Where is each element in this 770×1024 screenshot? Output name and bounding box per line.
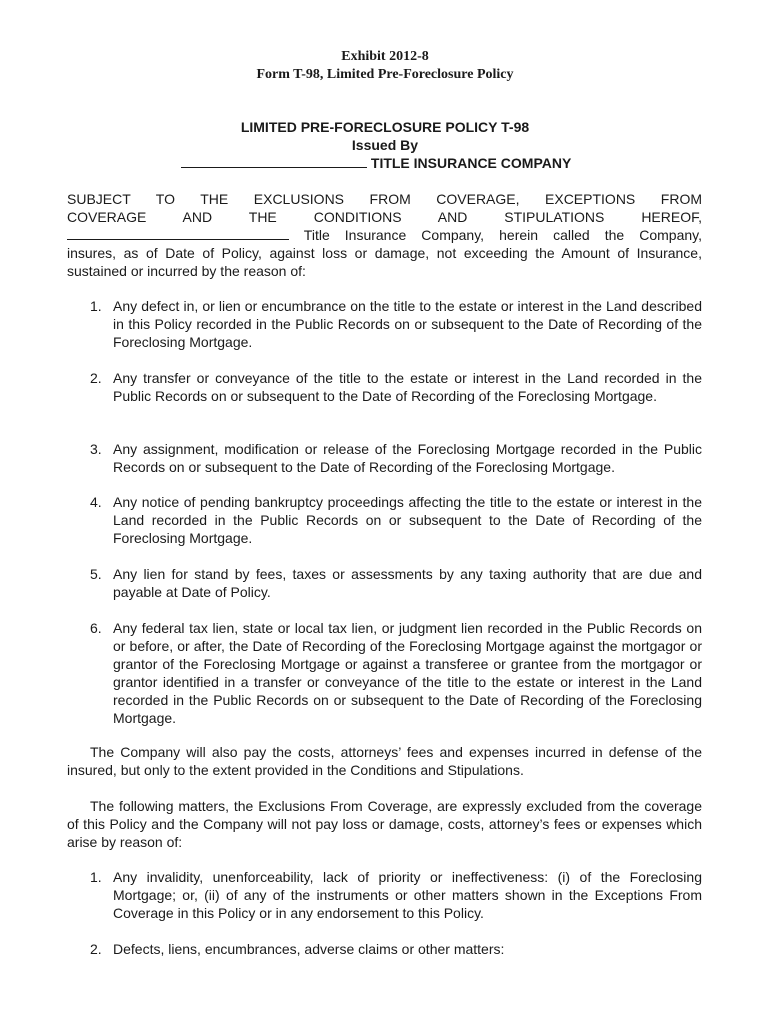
form-title: Form T-98, Limited Pre-Foreclosure Policy bbox=[256, 67, 514, 82]
policy-title: LIMITED PRE-FORECLOSURE POLICY T-98 bbox=[240, 119, 530, 135]
coverage-item-1 bbox=[90, 297, 702, 351]
company-name-blank bbox=[181, 154, 367, 168]
intro-line-4: insures, as of Date of Policy, against loss or damage, not exceeding the Amount of Insurance, bbox=[67, 245, 702, 261]
coverage-item-2 bbox=[90, 369, 702, 405]
item-number: 2. bbox=[90, 370, 102, 386]
item-number: 1. bbox=[90, 298, 102, 314]
coverage-item-3 bbox=[90, 440, 702, 476]
exclusions-text: The following matters, the Exclusions From Coverage, are expressly excluded from the coverage of this Policy and the Company will not pay loss or damage, costs, attorney’s fees or expenses which arise by reason of: bbox=[67, 798, 702, 850]
intro-line-1: SUBJECT TO THE EXCLUSIONS FROM COVERAGE, EXCEPTIONS FROM bbox=[67, 191, 702, 207]
company-line bbox=[181, 154, 571, 172]
item-number: 5. bbox=[90, 566, 102, 582]
intro-line-3 bbox=[67, 226, 702, 244]
costs-text: The Company will also pay the costs, attorneys’ fees and expenses incurred in defense of the insured, but only to the extent provided in the Conditions and Stipulations. bbox=[67, 744, 702, 778]
intro-line-5: sustained or incurred by the reason of: bbox=[67, 263, 306, 279]
intro-line-3-text: Title Insurance Company, herein called the Company, bbox=[303, 227, 702, 243]
exclusion-item-1 bbox=[90, 868, 702, 922]
item-number: 6. bbox=[90, 620, 102, 636]
exclusion-item-2 bbox=[90, 940, 702, 958]
costs-paragraph bbox=[67, 743, 702, 779]
item-text: Defects, liens, encumbrances, adverse claims or other matters: bbox=[113, 941, 505, 957]
insurer-name-blank bbox=[67, 226, 289, 240]
exclusions-paragraph bbox=[67, 797, 702, 851]
item-text: Any assignment, modification or release of the Foreclosing Mortgage recorded in the Public Records on or subsequent to the Date of Recording of the Foreclosing Mortgage. bbox=[113, 441, 702, 475]
item-text: Any defect in, or lien or encumbrance on the title to the estate or interest in the Land described in this Policy recorded in the Public Records on or subsequent to the Date of Recording of the Foreclosing Mortgage. bbox=[113, 298, 702, 350]
coverage-item-4 bbox=[90, 493, 702, 547]
item-text: Any lien for stand by fees, taxes or assessments by any taxing authority that are due and payable at Date of Policy. bbox=[113, 566, 702, 600]
coverage-item-6 bbox=[90, 619, 702, 727]
coverage-item-5 bbox=[90, 565, 702, 601]
item-number: 3. bbox=[90, 441, 102, 457]
exhibit-number: Exhibit 2012-8 bbox=[341, 49, 429, 64]
company-label: TITLE INSURANCE COMPANY bbox=[370, 155, 572, 171]
intro-paragraph bbox=[67, 190, 702, 280]
item-text: Any notice of pending bankruptcy proceedings affecting the title to the estate or interest in the Land recorded in the Public Records on or subsequent to the Date of Recording of the Foreclosing Mortgage. bbox=[113, 494, 702, 546]
item-number: 4. bbox=[90, 494, 102, 510]
item-number: 2. bbox=[90, 941, 102, 957]
item-number: 1. bbox=[90, 869, 102, 885]
issued-by: Issued By bbox=[351, 137, 419, 153]
intro-line-2: COVERAGE AND THE CONDITIONS AND STIPULATIONS HEREOF, bbox=[67, 209, 702, 225]
item-text: Any transfer or conveyance of the title to the estate or interest in the Land recorded in the Public Records on or subsequent to the Date of Recording of the Foreclosing Mortgage. bbox=[113, 370, 702, 404]
item-text: Any federal tax lien, state or local tax lien, or judgment lien recorded in the Public Records on or before, or after, the Date of Recording of the Foreclosing Mortgage against the mortgagor or grantor of the Foreclosing Mortgage or against a transferee or grantee from the mortgagor or grantor identified in a transfer or conveyance of the title to the estate or interest in the Land recorded in the Public Records on or subsequent to the Date of Recording of the Foreclosing Mortgage. bbox=[113, 620, 702, 726]
item-text: Any invalidity, unenforceability, lack of priority or ineffectiveness: (i) of the Foreclosing Mortgage; or, (ii) of any of the instruments or other matters shown in the Exceptions From Coverage in this Policy or in any endorsement to this Policy. bbox=[113, 869, 702, 921]
